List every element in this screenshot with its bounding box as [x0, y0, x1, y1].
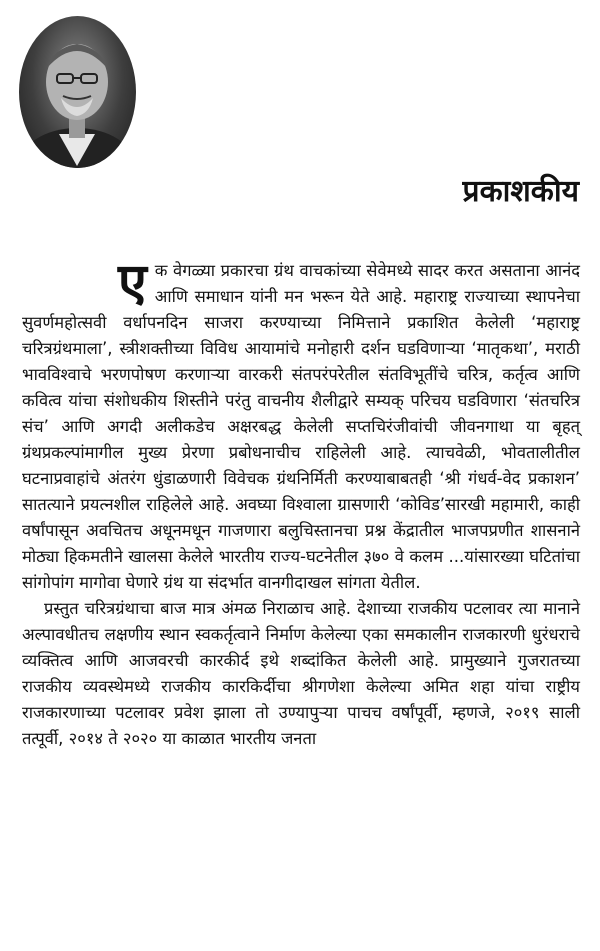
paragraph-2: प्रस्तुत चरित्रग्रंथाचा बाज मात्र अंमळ निराळाच आहे. देशाच्या राजकीय पटलावर त्या मानाने अल्पावधीतच लक्षणीय स्थान स्वकर्तृत्वाने निर्माण केलेल्या एका समकालीन राजकारणी धुरंधराचे व्यक्तित्व आणि आजवरची कारकीर्द इथे शब्दांकित केलेली आहे. प्रामुख्याने गुजरातच्या राजकीय व्यवस्थेमध्ये राजकीय कारकिर्दीचा श्रीगणेशा केलेल्या अमित शहा यांचा राष्ट्रीय राजकारणाच्या पटलावर प्रवेश झाला तो उण्यापुऱ्या पाचच वर्षांपूर्वी, म्हणजे, २०१९ साली तत्पूर्वी, २०१४ ते २०२० या काळात भारतीय जनता — [22, 599, 580, 748]
paragraph-1-text: क वेगळ्या प्रकारचा ग्रंथ वाचकांच्या सेवेमध्ये सादर करत असताना आनंद आणि समाधान यांनी मन भरून येते आहे. महाराष्ट्र राज्याच्या स्थापनेचा सुवर्णमहोत्सवी वर्धापनदिन साजरा करण्याच्या निमित्ताने प्रकाशित केलेली ‘महाराष्ट्र चरित्रग्रंथमाला’, स्त्रीशक्तीच्या विविध आयामांचे मनोहारी दर्शन घडविणाऱ्या ‘मातृकथा’, मराठी भावविश्वाचे भरणपोषण करणाऱ्या वारकरी संतपरंपरेतील संतविभूतींचे चरित्र, कर्तृत्व आणि कवित्व यांचा संशोधकीय शिस्तीने परंतु वाचनीय शैलीद्वारे सम्यक् परिचय घडविणारा ‘संतचरित्र संच’ आणि अगदी अलीकडेच अक्षरबद्ध केलेली सप्तचिरंजीवांची जीवनगाथा या बृहत् ग्रंथप्रकल्पांमागील मुख्य प्रेरणा प्रबोधनाचीच राहिलेली आहे. त्याचवेळी, भोवतालीतील घटनाप्रवाहांचे अंतरंग धुंडाळणारी विवेचक ग्रंथनिर्मिती करण्याबाबतही ‘श्री गंधर्व-वेद प्रकाशन’ सातत्याने प्रयत्नशील राहिलेले आहे. अवघ्या विश्वाला ग्रासणारी ‘कोविड’सारखी महामारी, काही वर्षांपासून अवचितच अधूनमधून गाजणारा बलुचिस्तानचा प्रश्न केंद्रातील भाजपप्रणीत शासनाने मोठ्या हिकमतीने खालसा केलेले भारतीय राज्य-घटनेतील ३७० वे कलम ...यांसारख्या घटितांचा सांगोपांग मागोवा घेणारे ग्रंथ या संदर्भात वानगीदाखल सांगता येतील. — [22, 261, 580, 592]
author-portrait — [19, 16, 136, 168]
paragraph-1 — [22, 253, 580, 596]
drop-cap: ए — [118, 253, 147, 313]
body-text — [22, 253, 580, 752]
page-title: प्रकाशकीय — [462, 174, 579, 209]
portrait-illustration — [19, 16, 136, 168]
